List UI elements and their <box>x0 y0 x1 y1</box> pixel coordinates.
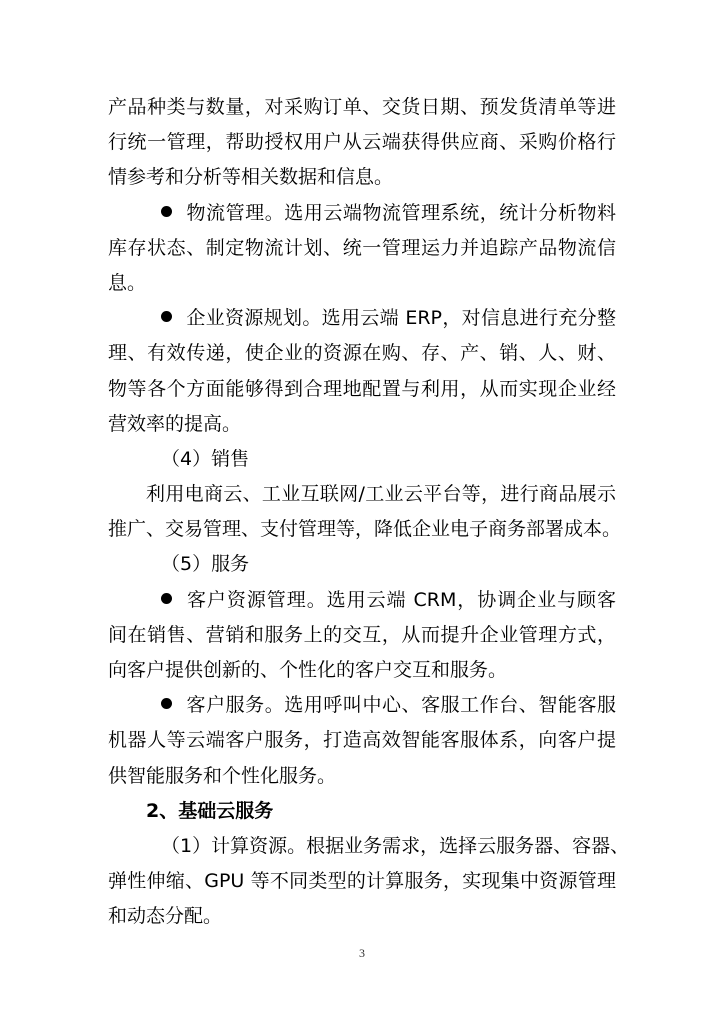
paragraph-line: 弹性伸缩、GPU 等不同类型的计算服务，实现集中资源管理 <box>108 870 616 893</box>
bullet-text: 客户服务。选用呼叫中心、客服工作台、智能客服 <box>186 694 616 717</box>
bullet-item-customer-service <box>108 688 616 723</box>
section-heading-sales: （4）销售 <box>161 447 250 470</box>
page-number: 3 <box>359 946 365 960</box>
bullet-item-crm <box>108 583 616 618</box>
paragraph-line: 产品种类与数量，对采购订单、交货日期、预发货清单等进 <box>108 96 616 118</box>
paragraph-line: 情参考和分析等相关数据和信息。 <box>108 166 394 189</box>
paragraph-line: 库存状态、制定物流计划、统一管理运力并追踪产品物流信 <box>108 236 616 259</box>
bullet-text: 物流管理。选用云端物流管理系统，统计分析物料 <box>186 201 616 224</box>
paragraph-line: 向客户提供创新的、个性化的客户交互和服务。 <box>108 659 508 681</box>
paragraph-line: 营效率的提高。 <box>108 412 242 435</box>
bullet-icon <box>161 698 172 709</box>
paragraph-line: （1）计算资源。根据业务需求，选择云服务器、容器、 <box>161 834 630 857</box>
section-heading-service: （5）服务 <box>161 553 250 576</box>
paragraph-line: 机器人等云端客户服务，打造高效智能客服体系，向客户提 <box>108 729 616 752</box>
paragraph-line: 理、有效传递，使企业的资源在购、存、产、销、人、财、 <box>108 342 616 365</box>
bullet-item-erp <box>108 301 616 336</box>
bullet-text: 企业资源规划。选用云端 ERP，对信息进行充分整 <box>186 307 616 330</box>
paragraph-line: 物等各个方面能够得到合理地配置与利用，从而实现企业经 <box>108 377 616 400</box>
paragraph-line: 息。 <box>108 271 147 294</box>
paragraph-line: 间在销售、营销和服务上的交互，从而提升企业管理方式， <box>108 623 616 646</box>
paragraph-line: 和动态分配。 <box>108 905 223 928</box>
document-body <box>108 90 630 935</box>
bullet-icon <box>161 593 172 604</box>
section-heading-basic-cloud: 2、基础云服务 <box>146 799 274 822</box>
paragraph-line: 供智能服务和个性化服务。 <box>108 764 337 787</box>
paragraph-line: 行统一管理，帮助授权用户从云端获得供应商、采购价格行 <box>108 131 616 154</box>
paragraph-line: 推广、交易管理、支付管理等，降低企业电子商务部署成本。 <box>108 518 622 541</box>
paragraph-line: 利用电商云、工业互联网/工业云平台等，进行商品展示 <box>146 483 616 506</box>
bullet-text: 客户资源管理。选用云端 CRM，协调企业与顾客 <box>186 588 616 611</box>
bullet-item-logistics <box>108 196 616 231</box>
bullet-icon <box>161 311 172 322</box>
bullet-icon <box>161 206 172 217</box>
